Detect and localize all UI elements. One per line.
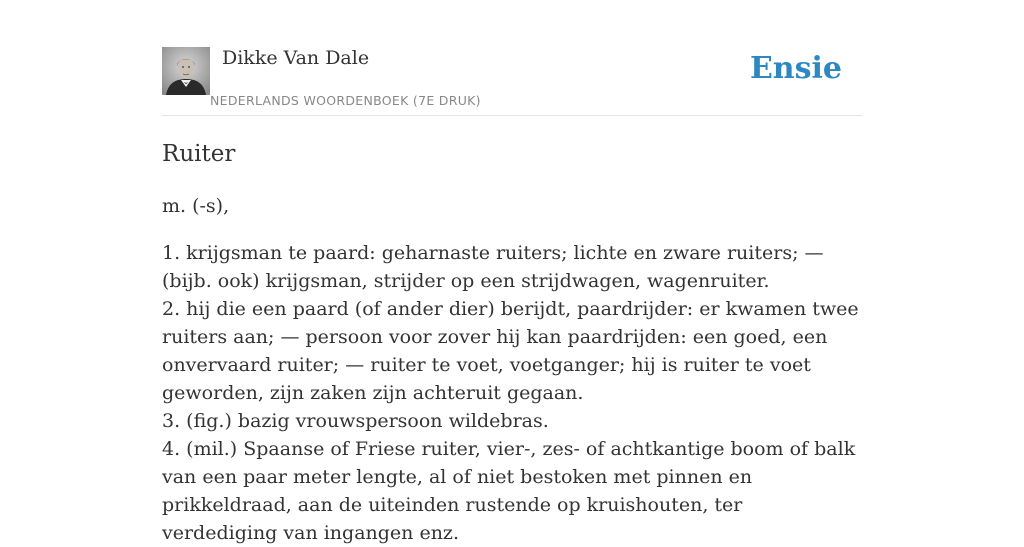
definition-item: 2. hij die een paard (of ander dier) berijdt, paardrijder: er kwamen twee ruiters aan; — persoon voor zover hij kan paardrijden: een goed, een onvervaard ruiter; — ruiter te voet, voetganger; hij is ruiter te voet geworden, zijn zaken zijn achteruit gegaan. bbox=[162, 298, 859, 404]
entry-header bbox=[162, 0, 862, 116]
definition-item: 1. krijgsman te paard: geharnaste ruiters; lichte en zware ruiters; — (bijb. ook) krijgsman, strijder op een strijdwagen, wagenruiter. bbox=[162, 242, 824, 292]
definition-item: 3. (fig.) bazig vrouwspersoon wildebras. bbox=[162, 410, 549, 432]
author-name[interactable]: Dikke Van Dale bbox=[222, 47, 370, 69]
page bbox=[162, 0, 862, 544]
entry-title: Ruiter bbox=[162, 141, 236, 167]
author-portrait-icon bbox=[162, 47, 210, 95]
definition-item: 4. (mil.) Spaanse of Friese ruiter, vier-, zes- of achtkantige boom of balk van een paar meter lengte, al of niet bestoken met pinnen en prikkeldraad, aan de uiteinden rustende op kruishouten, ter verdediging van ingangen enz. bbox=[162, 438, 856, 544]
grammar-info: m. (-s), bbox=[162, 195, 230, 217]
author-avatar[interactable] bbox=[162, 47, 210, 95]
definition-body bbox=[162, 239, 862, 547]
ensie-logo-link[interactable]: Ensie bbox=[749, 51, 842, 86]
source-label: NEDERLANDS WOORDENBOEK (7E DRUK) bbox=[210, 93, 481, 108]
